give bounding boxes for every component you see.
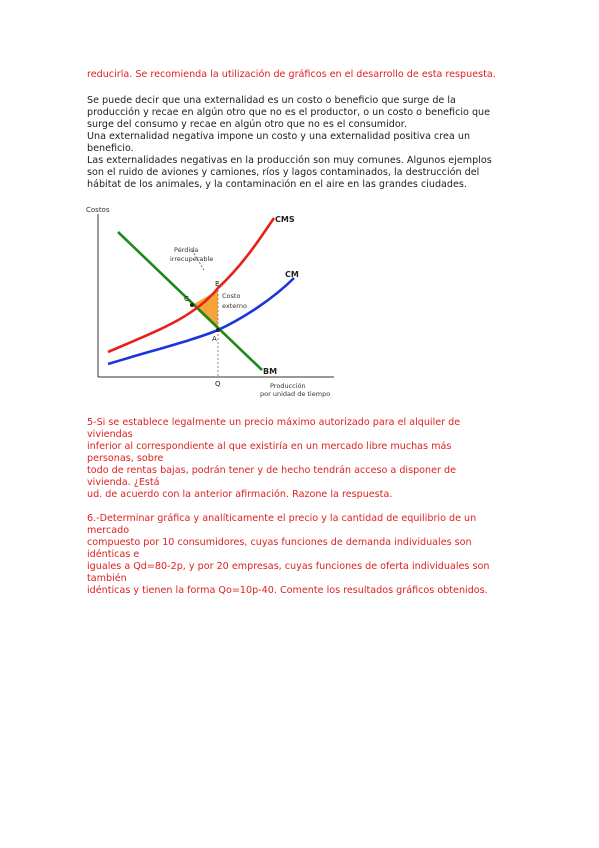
body-line: Una externalidad negativa impone un costo y una externalidad positiva crea un	[87, 131, 471, 142]
body-line: Las externalidades negativas en la producción son muy comunes. Algunos ejemplos	[87, 155, 492, 166]
question-5	[87, 417, 517, 501]
question-line: 6.-Determinar gráfica y analíticamente el precio y la cantidad de equilibrio de un	[87, 513, 477, 524]
body-line: surge del consumo y recae en algún otro que no es el consumidor.	[87, 119, 407, 130]
intro-text: reducirla. Se recomienda la utilización de gráficos en el desarrollo de esta respuesta.	[87, 69, 496, 80]
question-line: 5-Si se establece legalmente un precio máximo autorizado para el alquiler de	[87, 417, 461, 428]
body-line: hábitat de los animales, y la contaminación en el aire en las grandes ciudades.	[87, 179, 467, 190]
question-line: todo de rentas bajas, podrán tener y de hecho tendrán acceso a disponer de	[87, 465, 457, 476]
y-axis-label: Costos	[86, 206, 110, 214]
question-line: inferior al correspondiente al que existiría en un mercado libre muchas más	[87, 441, 452, 452]
externality-paragraph	[87, 95, 517, 191]
external-cost-label: externo	[222, 302, 247, 310]
point-c-label: C	[184, 295, 189, 303]
externality-figure	[84, 200, 344, 400]
cm-curve	[108, 278, 294, 364]
question-line: idénticas e	[87, 549, 140, 560]
question-line: idénticas y tienen la forma Qo=10p-40. Comente los resultados gráficos obtenidos.	[87, 585, 488, 596]
deadweight-label: irrecuperable	[170, 255, 214, 263]
x-axis-label: por unidad de tiempo	[260, 390, 331, 398]
question-line: viviendas	[87, 429, 133, 440]
cms-label: CMS	[275, 215, 295, 224]
q-label: Q	[215, 380, 221, 388]
question-line: mercado	[87, 525, 130, 536]
bm-label: BM	[263, 367, 278, 376]
question-line: compuesto por 10 consumidores, cuyas funciones de demanda individuales son	[87, 537, 472, 548]
x-axis-label: Producción	[270, 382, 306, 390]
question-line: iguales a Qd=80-2p, y por 20 empresas, cuyas funciones de oferta individuales son	[87, 561, 490, 572]
cms-curve	[108, 218, 274, 352]
body-line: son el ruido de aviones y camiones, ríos y lagos contaminados, la destrucción del	[87, 167, 480, 178]
point-e-label: E	[215, 280, 220, 288]
question-line: personas, sobre	[87, 453, 164, 464]
point-a-dot	[216, 328, 220, 332]
question-line: ud. de acuerdo con la anterior afirmación. Razone la respuesta.	[87, 489, 393, 500]
point-c-dot	[190, 303, 194, 307]
body-line: beneficio.	[87, 143, 134, 154]
point-a-label: A	[212, 335, 217, 343]
cm-label: CM	[285, 270, 299, 279]
body-line: Se puede decir que una externalidad es un costo o beneficio que surge de la	[87, 95, 456, 106]
deadweight-label: Pérdida	[174, 246, 199, 254]
question-line: vivienda. ¿Está	[87, 477, 160, 488]
body-line: producción y recae en algún otro que no es el productor, o un costo o beneficio que	[87, 107, 491, 118]
question-line: también	[87, 573, 127, 584]
external-cost-label: Costo	[222, 292, 241, 300]
question-6	[87, 513, 517, 597]
